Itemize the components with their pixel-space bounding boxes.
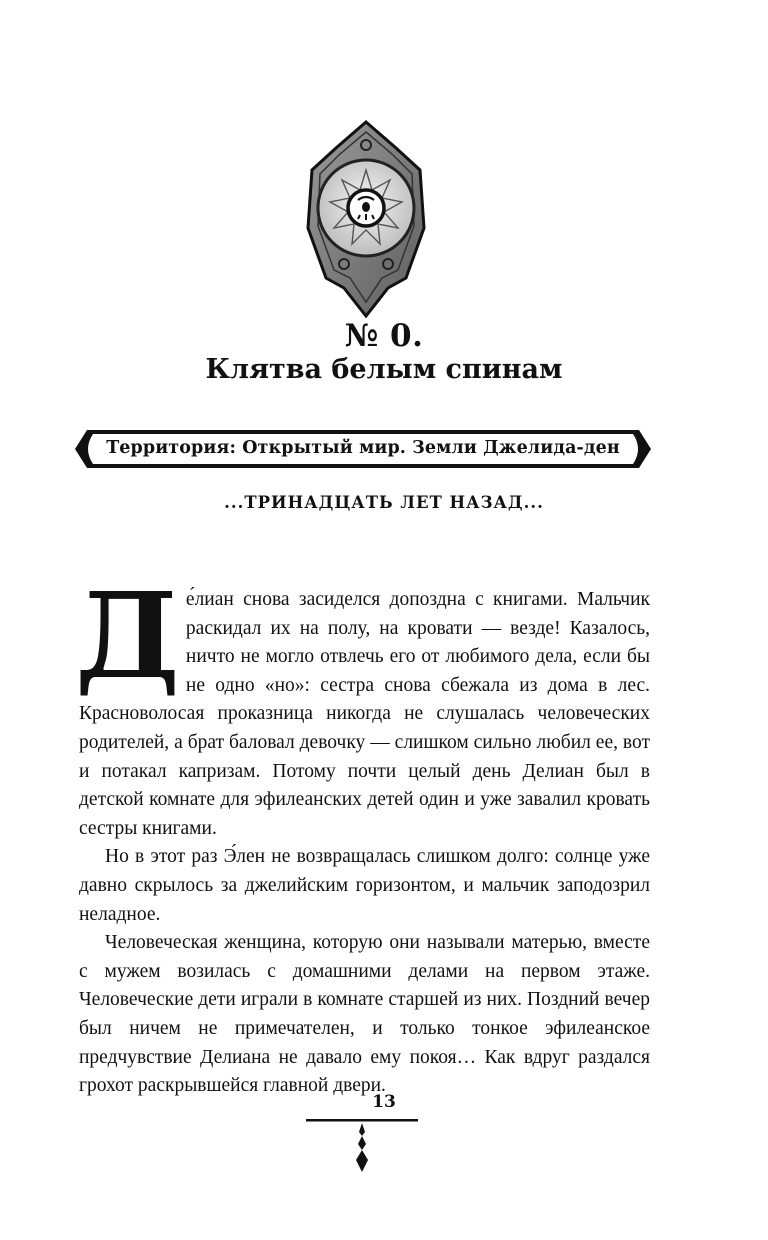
drop-cap: Д [75,566,180,705]
paragraph-1-text: е́лиан снова засиделся допоздна с книгами. Мальчик раскидал их на полу, на кровати — везде! Казалось, ничто не могло отвлечь его от любимого дела, если бы не одно «но»: сестра снова сбежала из дома в лес. Красноволосая проказница никогда не слушалась человеческих родителей, а брат баловал девочку — слишком сильно любил ее, вот и потакал капризам. Потому почти целый день Делиан был в детской комнате для эфилеанских детей один и уже завалил кровать сестры книгами. [79,589,650,839]
time-header: ...ТРИНАДЦАТЬ ЛЕТ НАЗАД... [224,493,544,512]
paragraph-3: Человеческая женщина, которую они называли матерью, вместе с мужем возилась с домашними делами на первом этаже. Человеческие дети играли в комнате старшей из них. Поздний вечер был ничем не примечателен, и только тонкое эфилеанское предчувствие Делиана не давало ему покоя… Как вдруг раздался грохот раскрывшейся главной двери. [79,932,650,1097]
territory-label: Территория: Открытый мир. Земли Джелида-ден [106,438,620,458]
paragraph-2: Но в этот раз Э́лен не возвращалась слишком долго: солнце уже давно скрылось за джелийским горизонтом, и мальчик заподозрил неладное. [79,846,650,925]
body-text [75,566,650,1101]
footer-ornament-icon [306,1114,418,1174]
chapter-number: № 0. [344,318,424,354]
page-number: 13 [372,1092,396,1112]
chapter-title: Клятва белым спинам [205,354,563,385]
territory-banner [73,428,653,470]
paragraph-1 [75,566,650,843]
chapter-emblem-icon [296,118,436,318]
